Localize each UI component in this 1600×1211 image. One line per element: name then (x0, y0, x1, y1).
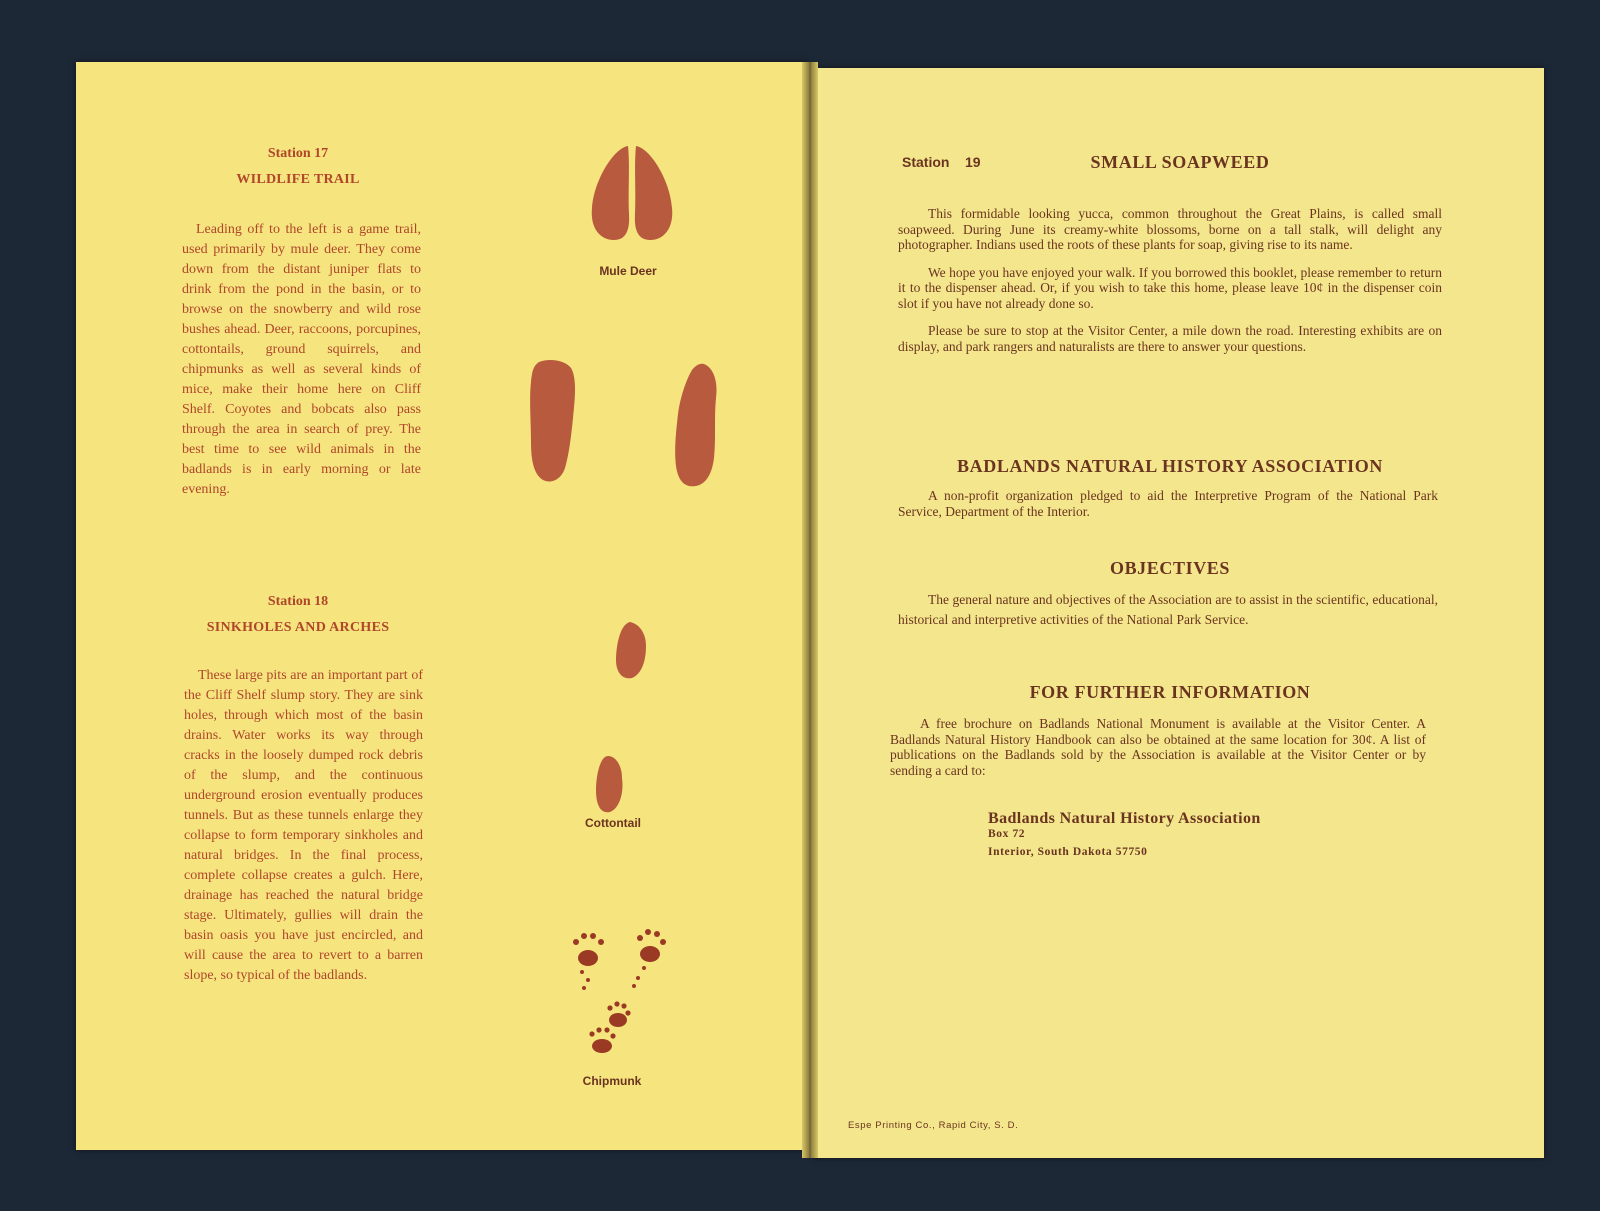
further-info-heading: FOR FURTHER INFORMATION (1029, 682, 1311, 702)
chipmunk-label: Chipmunk (582, 1074, 642, 1088)
station-18-number: Station 18 (267, 594, 329, 609)
cottontail-label: Cottontail (585, 816, 641, 830)
chipmunk-tracks-icon (566, 928, 676, 1066)
address-city: Interior, South Dakota 57750 (988, 846, 1148, 858)
station-17-body: Leading off to the left is a game trail, used primarily by mule deer. They come down from the distant juniper flats to drink from the pond in the basin, or to browse on the snowberry and wild rose bushes ahead. Deer, raccoons, porcupines, cottontails, ground squirrels, and chipmunks as well as several kinds of mice, make their home here on Cliff Shelf. Coyotes and bobcats also pass through the area in search of prey. The best time to see wild animals in the badlands is in early morning or late evening. (182, 222, 421, 497)
cottontail-hind-track-icon (612, 620, 648, 682)
association-heading: BADLANDS NATURAL HISTORY ASSOCIATION (957, 456, 1383, 476)
station-19-number: 19 (965, 154, 981, 170)
porcupine-track-left-icon (525, 358, 579, 486)
mule-deer-label: Mule Deer (599, 264, 657, 278)
association-body: A non-profit organization pledged to aid the Interpretive Program of the National Park Service, Department of the Interior. (898, 488, 1438, 519)
visitor-center-paragraph: Please be sure to stop at the Visitor Center, a mile down the road. Interesting exhibits are on display, and park rangers and naturalists are there to answer your questions. (898, 323, 1442, 354)
objectives-heading: OBJECTIVES (1109, 558, 1231, 578)
station-18-title: SINKHOLES AND ARCHES (206, 620, 390, 635)
cottontail-front-track-icon (592, 754, 626, 816)
return-booklet-paragraph: We hope you have enjoyed your walk. If you borrowed this booklet, please remember to return it to the dispenser ahead. Or, if you wish to take this home, please leave 10¢ in the dispenser coin slot if you have not already done so. (898, 264, 1442, 311)
station-19-label (902, 154, 981, 170)
porcupine-track-right-icon (668, 362, 722, 490)
further-info-body: A free brochure on Badlands National Monument is available at the Visitor Center. A Badlands Natural History Handbook can also be obtained at the same location for 30¢. A list of publications on the Badlands sold by the Association is available at the Visitor Center or by sending a card to: (890, 716, 1426, 778)
printer-credit: Espe Printing Co., Rapid City, S. D. (848, 1120, 1019, 1131)
address-name: Badlands Natural History Association (988, 810, 1261, 827)
booklet-gutter (802, 62, 818, 1158)
station-17-title: WILDLIFE TRAIL (236, 172, 360, 187)
address-box: Box 72 (988, 828, 1026, 840)
station-19-word: Station (902, 154, 950, 170)
mule-deer-track-icon (588, 144, 676, 244)
station-19-text (898, 206, 1442, 366)
soapweed-paragraph: This formidable looking yucca, common throughout the Great Plains, is called small soapweed. During June its creamy-white blossoms, borne on a tall stalk, will delight any photographer. Indians used the roots of these plants for soap, giving rise to its name. (898, 206, 1442, 252)
station-17-number: Station 17 (267, 146, 329, 161)
objectives-body: The general nature and objectives of the Association are to assist in the scientific, educational, historical and interpretive activities of the National Park Service. (898, 592, 1438, 627)
station-19-title: SMALL SOAPWEED (1090, 152, 1270, 172)
station-18-body: These large pits are an important part of the Cliff Shelf slump story. They are sink holes, through which most of the basin drains. Water works its way through cracks in the loosely dumped rock debris of the slump, and the continuous underground erosion eventually produces tunnels. But as these tunnels enlarge they collapse to form temporary sinkholes and natural bridges. In the final process, complete collapse creates a gulch. Here, drainage has reached the natural bridge stage. Ultimately, gullies will drain the basin oasis you have just encircled, and will cause the area to revert to a barren slope, so typical of the badlands. (184, 668, 423, 983)
